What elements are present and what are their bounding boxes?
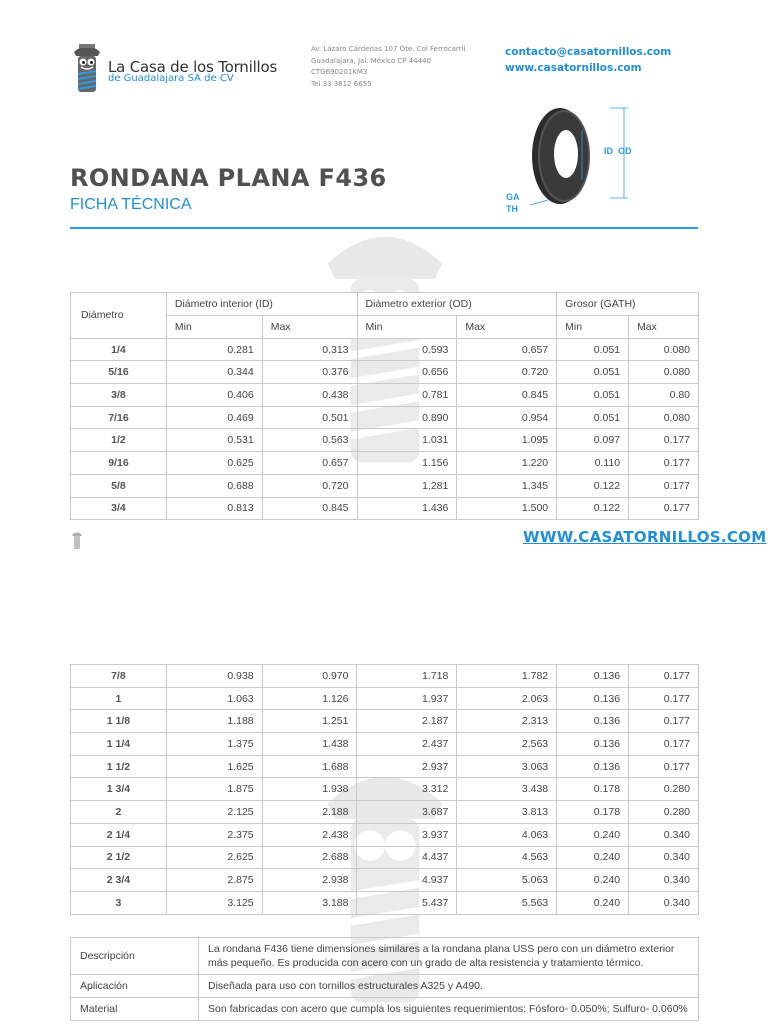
value-cell: 0.177 <box>629 710 699 733</box>
diameter-cell: 7/8 <box>71 665 167 688</box>
diameter-cell: 2 <box>71 801 167 824</box>
diameter-cell: 2 1/4 <box>71 823 167 846</box>
value-cell: 2.563 <box>457 733 557 756</box>
table-row <box>71 338 699 361</box>
value-cell: 0.313 <box>262 338 357 361</box>
diameter-cell: 1 <box>71 687 167 710</box>
table-row <box>71 687 699 710</box>
value-cell: 0.097 <box>557 429 629 452</box>
value-cell: 2.125 <box>166 801 262 824</box>
value-cell: 0.110 <box>557 452 629 475</box>
value-cell: 0.656 <box>357 361 457 384</box>
company-logo <box>70 40 310 96</box>
company-address <box>311 44 465 90</box>
value-cell: 0.051 <box>557 406 629 429</box>
od-label: OD <box>618 146 632 156</box>
value-cell: 1.782 <box>457 665 557 688</box>
table-row <box>71 869 699 892</box>
website-footer-link[interactable]: WWW.CASATORNILLOS.COM <box>523 528 767 546</box>
header-od: Diámetro exterior (OD) <box>357 293 557 316</box>
washer-diagram <box>500 100 640 220</box>
description-value: La rondana F436 tiene dimensiones similares a la rondana plana USS pero con un diámetro exterior más pequeño. Es producida con acero con un grado de alta resistencia y tratamiento térmico. <box>199 938 699 975</box>
id-label: ID <box>604 146 613 156</box>
value-cell: 4.437 <box>357 846 457 869</box>
material-key: Material <box>71 998 199 1021</box>
page-title: RONDANA PLANA F436 <box>70 164 387 192</box>
value-cell: 0.080 <box>629 338 699 361</box>
value-cell: 0.177 <box>629 687 699 710</box>
rfc-line: CTG690201KM3 <box>311 68 368 76</box>
value-cell: 0.281 <box>166 338 262 361</box>
value-cell: 1.938 <box>262 778 357 801</box>
email-link[interactable]: contacto@casatornillos.com <box>505 46 672 58</box>
diameter-cell: 5/16 <box>71 361 167 384</box>
value-cell: 3.063 <box>457 755 557 778</box>
header-min: Min <box>557 316 629 339</box>
value-cell: 0.469 <box>166 406 262 429</box>
value-cell: 0.970 <box>262 665 357 688</box>
diameter-cell: 1 3/4 <box>71 778 167 801</box>
value-cell: 1.095 <box>457 429 557 452</box>
value-cell: 0.720 <box>262 474 357 497</box>
value-cell: 0.136 <box>557 710 629 733</box>
diameter-cell: 9/16 <box>71 452 167 475</box>
diameter-cell: 1/4 <box>71 338 167 361</box>
specs-table-page1 <box>70 292 699 520</box>
value-cell: 3.125 <box>166 891 262 914</box>
value-cell: 0.890 <box>357 406 457 429</box>
value-cell: 2.063 <box>457 687 557 710</box>
diameter-cell: 1 1/8 <box>71 710 167 733</box>
value-cell: 0.340 <box>629 891 699 914</box>
value-cell: 1.188 <box>166 710 262 733</box>
value-cell: 2.375 <box>166 823 262 846</box>
small-mascot-icon <box>71 530 83 550</box>
table-row <box>71 361 699 384</box>
value-cell: 0.80 <box>629 384 699 407</box>
value-cell: 0.280 <box>629 801 699 824</box>
value-cell: 1.031 <box>357 429 457 452</box>
value-cell: 0.625 <box>166 452 262 475</box>
value-cell: 2.937 <box>357 755 457 778</box>
value-cell: 0.178 <box>557 801 629 824</box>
value-cell: 1.156 <box>357 452 457 475</box>
diameter-cell: 3/4 <box>71 497 167 520</box>
value-cell: 2.438 <box>262 823 357 846</box>
ga-label: GA <box>506 192 520 202</box>
value-cell: 0.051 <box>557 384 629 407</box>
phone-line: Tel 33 3812 6655 <box>311 79 372 88</box>
value-cell: 5.063 <box>457 869 557 892</box>
table-row <box>71 778 699 801</box>
value-cell: 3.937 <box>357 823 457 846</box>
table-row <box>71 823 699 846</box>
value-cell: 0.136 <box>557 755 629 778</box>
value-cell: 0.177 <box>629 474 699 497</box>
value-cell: 0.122 <box>557 474 629 497</box>
diameter-cell: 2 3/4 <box>71 869 167 892</box>
diameter-cell: 7/16 <box>71 406 167 429</box>
header-diametro: Diámetro <box>71 293 167 339</box>
value-cell: 4.937 <box>357 869 457 892</box>
value-cell: 0.938 <box>166 665 262 688</box>
header-max: Max <box>457 316 557 339</box>
value-cell: 0.438 <box>262 384 357 407</box>
value-cell: 0.501 <box>262 406 357 429</box>
value-cell: 0.136 <box>557 665 629 688</box>
value-cell: 0.657 <box>262 452 357 475</box>
value-cell: 0.280 <box>629 778 699 801</box>
table-row <box>71 497 699 520</box>
value-cell: 0.240 <box>557 846 629 869</box>
value-cell: 0.051 <box>557 338 629 361</box>
diameter-cell: 2 1/2 <box>71 846 167 869</box>
specs-table-page2 <box>70 664 699 915</box>
header-max: Max <box>262 316 357 339</box>
value-cell: 0.177 <box>629 497 699 520</box>
value-cell: 0.376 <box>262 361 357 384</box>
value-cell: 3.687 <box>357 801 457 824</box>
value-cell: 0.563 <box>262 429 357 452</box>
table-row <box>71 452 699 475</box>
value-cell: 4.563 <box>457 846 557 869</box>
header-max: Max <box>629 316 699 339</box>
application-row <box>71 975 699 998</box>
value-cell: 0.688 <box>166 474 262 497</box>
table-row <box>71 891 699 914</box>
value-cell: 2.188 <box>262 801 357 824</box>
value-cell: 1.688 <box>262 755 357 778</box>
value-cell: 1.063 <box>166 687 262 710</box>
value-cell: 0.340 <box>629 823 699 846</box>
table-row <box>71 710 699 733</box>
table-row <box>71 406 699 429</box>
value-cell: 0.177 <box>629 429 699 452</box>
value-cell: 1.875 <box>166 778 262 801</box>
value-cell: 0.136 <box>557 733 629 756</box>
value-cell: 2.437 <box>357 733 457 756</box>
value-cell: 1.500 <box>457 497 557 520</box>
value-cell: 0.051 <box>557 361 629 384</box>
value-cell: 3.438 <box>457 778 557 801</box>
brand-name: La Casa de los Tornillos <box>108 58 278 76</box>
value-cell: 1.126 <box>262 687 357 710</box>
value-cell: 0.344 <box>166 361 262 384</box>
application-value: Diseñada para uso con tornillos estructurales A325 y A490. <box>199 975 699 998</box>
value-cell: 0.813 <box>166 497 262 520</box>
brand-subtitle: de Guadalajara SA de CV <box>108 73 234 84</box>
value-cell: 0.845 <box>262 497 357 520</box>
diameter-cell: 1 1/2 <box>71 755 167 778</box>
th-label: TH <box>506 204 518 214</box>
value-cell: 0.177 <box>629 733 699 756</box>
value-cell: 2.875 <box>166 869 262 892</box>
value-cell: 2.625 <box>166 846 262 869</box>
table-row <box>71 474 699 497</box>
table-row <box>71 846 699 869</box>
value-cell: 0.240 <box>557 869 629 892</box>
value-cell: 3.813 <box>457 801 557 824</box>
table-row <box>71 755 699 778</box>
screw-mascot-icon <box>70 40 104 96</box>
table-row <box>71 665 699 688</box>
value-cell: 0.657 <box>457 338 557 361</box>
value-cell: 0.177 <box>629 452 699 475</box>
contact-block <box>505 44 671 76</box>
value-cell: 1.718 <box>357 665 457 688</box>
value-cell: 1.375 <box>166 733 262 756</box>
diameter-cell: 5/8 <box>71 474 167 497</box>
value-cell: 0.720 <box>457 361 557 384</box>
value-cell: 1.625 <box>166 755 262 778</box>
header-gath: Grosor (GATH) <box>557 293 699 316</box>
value-cell: 2.688 <box>262 846 357 869</box>
description-row <box>71 938 699 975</box>
value-cell: 1.436 <box>357 497 457 520</box>
address-line: Guadalajara, Jal. México CP 44440 <box>311 56 431 65</box>
description-table <box>70 937 699 1021</box>
address-line: Av. Lázaro Cárdenas 107 Ote. Col Ferrocarril <box>311 45 466 53</box>
material-value: Son fabricadas con acero que cumpla los siguientes requerimientos: Fósforo- 0.050%; Sulfuro- 0.060% <box>199 998 699 1021</box>
header-min: Min <box>357 316 457 339</box>
value-cell: 2.187 <box>357 710 457 733</box>
page-subtitle: FICHA TÉCNICA <box>70 196 192 213</box>
value-cell: 0.954 <box>457 406 557 429</box>
diameter-cell: 3/8 <box>71 384 167 407</box>
value-cell: 0.240 <box>557 823 629 846</box>
table-row <box>71 801 699 824</box>
value-cell: 0.340 <box>629 869 699 892</box>
value-cell: 2.938 <box>262 869 357 892</box>
table-row <box>71 384 699 407</box>
value-cell: 1.345 <box>457 474 557 497</box>
value-cell: 0.122 <box>557 497 629 520</box>
value-cell: 0.136 <box>557 687 629 710</box>
value-cell: 0.080 <box>629 361 699 384</box>
value-cell: 0.340 <box>629 846 699 869</box>
value-cell: 1.438 <box>262 733 357 756</box>
value-cell: 4.063 <box>457 823 557 846</box>
value-cell: 0.406 <box>166 384 262 407</box>
value-cell: 0.531 <box>166 429 262 452</box>
table-row <box>71 429 699 452</box>
value-cell: 1.281 <box>357 474 457 497</box>
value-cell: 1.251 <box>262 710 357 733</box>
value-cell: 3.188 <box>262 891 357 914</box>
diameter-cell: 1/2 <box>71 429 167 452</box>
value-cell: 1.220 <box>457 452 557 475</box>
application-key: Aplicación <box>71 975 199 998</box>
value-cell: 0.177 <box>629 665 699 688</box>
value-cell: 1.937 <box>357 687 457 710</box>
value-cell: 0.593 <box>357 338 457 361</box>
diameter-cell: 1 1/4 <box>71 733 167 756</box>
material-row <box>71 998 699 1021</box>
header-min: Min <box>166 316 262 339</box>
value-cell: 0.177 <box>629 755 699 778</box>
table-row <box>71 733 699 756</box>
value-cell: 0.178 <box>557 778 629 801</box>
value-cell: 0.080 <box>629 406 699 429</box>
value-cell: 0.240 <box>557 891 629 914</box>
value-cell: 5.437 <box>357 891 457 914</box>
website-link[interactable]: www.casatornillos.com <box>505 62 642 74</box>
value-cell: 0.845 <box>457 384 557 407</box>
description-key: Descripción <box>71 938 199 975</box>
value-cell: 0.781 <box>357 384 457 407</box>
value-cell: 2.313 <box>457 710 557 733</box>
value-cell: 3.312 <box>357 778 457 801</box>
header-id: Diámetro interior (ID) <box>166 293 357 316</box>
diameter-cell: 3 <box>71 891 167 914</box>
value-cell: 5.563 <box>457 891 557 914</box>
